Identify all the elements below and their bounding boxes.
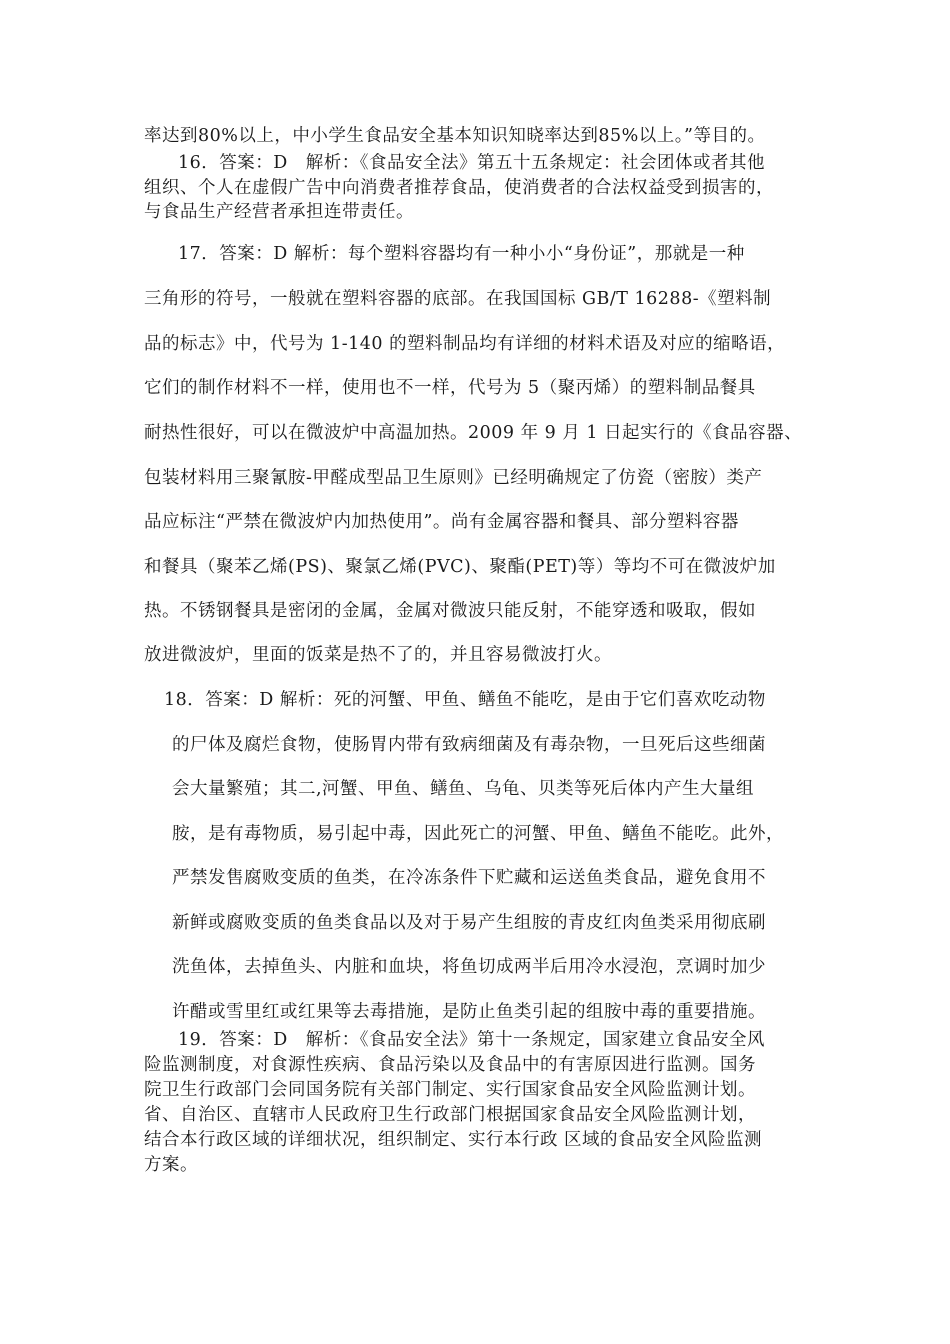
text-line: 和餐具（聚苯乙烯(PS)、聚氯乙烯(PVC)、聚酯(PET)等）等均不可在微波炉加 — [144, 557, 776, 577]
text-line: 会大量繁殖；其二,河蟹、甲鱼、鳝鱼、乌龟、贝类等死后体内产生大量组 — [172, 779, 755, 799]
text-line: 新鲜或腐败变质的鱼类食品以及对于易产生组胺的青皮红肉鱼类采用彻底刷 — [172, 913, 766, 933]
text-line: 19．答案：D 解析：《食品安全法》第十一条规定，国家建立食品安全风 — [178, 1030, 766, 1050]
text-line: 耐热性很好，可以在微波炉中高温加热。2009 年 9 月 1 日起实行的《食品容器、 — [144, 423, 803, 443]
text-line: 省、自治区、直辖市人民政府卫生行政部门根据国家食品安全风险监测计划， — [144, 1105, 756, 1125]
text-line: 严禁发售腐败变质的鱼类，在冷冻条件下贮藏和运送鱼类食品，避免食用不 — [172, 868, 766, 888]
text-line: 品的标志》中，代号为 1-140 的塑料制品均有详细的材料术语及对应的缩略语， — [144, 334, 786, 354]
text-line: 院卫生行政部门会同国务院有关部门制定、实行国家食品安全风险监测计划。 — [144, 1080, 756, 1100]
text-line: 组织、个人在虚假广告中向消费者推荐食品，使消费者的合法权益受到损害的， — [144, 178, 774, 198]
text-line: 17．答案：D 解析：每个塑料容器均有一种小小“身份证”，那就是一种 — [178, 244, 745, 264]
text-line: 方案。 — [144, 1155, 198, 1175]
text-line: 16．答案：D 解析：《食品安全法》第五十五条规定：社会团体或者其他 — [178, 153, 766, 173]
text-line: 放进微波炉，里面的饭菜是热不了的，并且容易微波打火。 — [144, 645, 612, 665]
text-line: 18．答案：D 解析：死的河蟹、甲鱼、鳝鱼不能吃，是由于它们喜欢吃动物 — [164, 690, 766, 710]
text-line: 品应标注“严禁在微波炉内加热使用”。尚有金属容器和餐具、部分塑料容器 — [144, 512, 739, 532]
text-line: 它们的制作材料不一样，使用也不一样，代号为 5（聚丙烯）的塑料制品餐具 — [144, 378, 756, 398]
text-line: 结合本行政区域的详细状况，组织制定、实行本行政 区域的食品安全风险监测 — [144, 1130, 763, 1150]
text-line: 率达到80%以上，中小学生食品安全基本知识知晓率达到85%以上。”等目的。 — [144, 126, 766, 146]
text-line: 胺，是有毒物质，易引起中毒，因此死亡的河蟹、甲鱼、鳝鱼不能吃。此外， — [172, 824, 784, 844]
text-line: 热。不锈钢餐具是密闭的金属，金属对微波只能反射，不能穿透和吸取，假如 — [144, 601, 756, 621]
text-line: 的尸体及腐烂食物，使肠胃内带有致病细菌及有毒杂物，一旦死后这些细菌 — [172, 735, 766, 755]
text-line: 洗鱼体，去掉鱼头、内脏和血块，将鱼切成两半后用冷水浸泡，烹调时加少 — [172, 957, 766, 977]
text-line: 包装材料用三聚氰胺-甲醛成型品卫生原则》已经明确规定了仿瓷（密胺）类产 — [144, 468, 763, 488]
text-line: 险监测制度，对食源性疾病、食品污染以及食品中的有害原因进行监测。国务 — [144, 1055, 756, 1075]
text-line: 与食品生产经营者承担连带责任。 — [144, 202, 414, 222]
text-line: 许醋或雪里红或红果等去毒措施，是防止鱼类引起的组胺中毒的重要措施。 — [172, 1002, 766, 1022]
text-line: 三角形的符号，一般就在塑料容器的底部。在我国国标 GB/T 16288-《塑料制 — [144, 289, 772, 309]
